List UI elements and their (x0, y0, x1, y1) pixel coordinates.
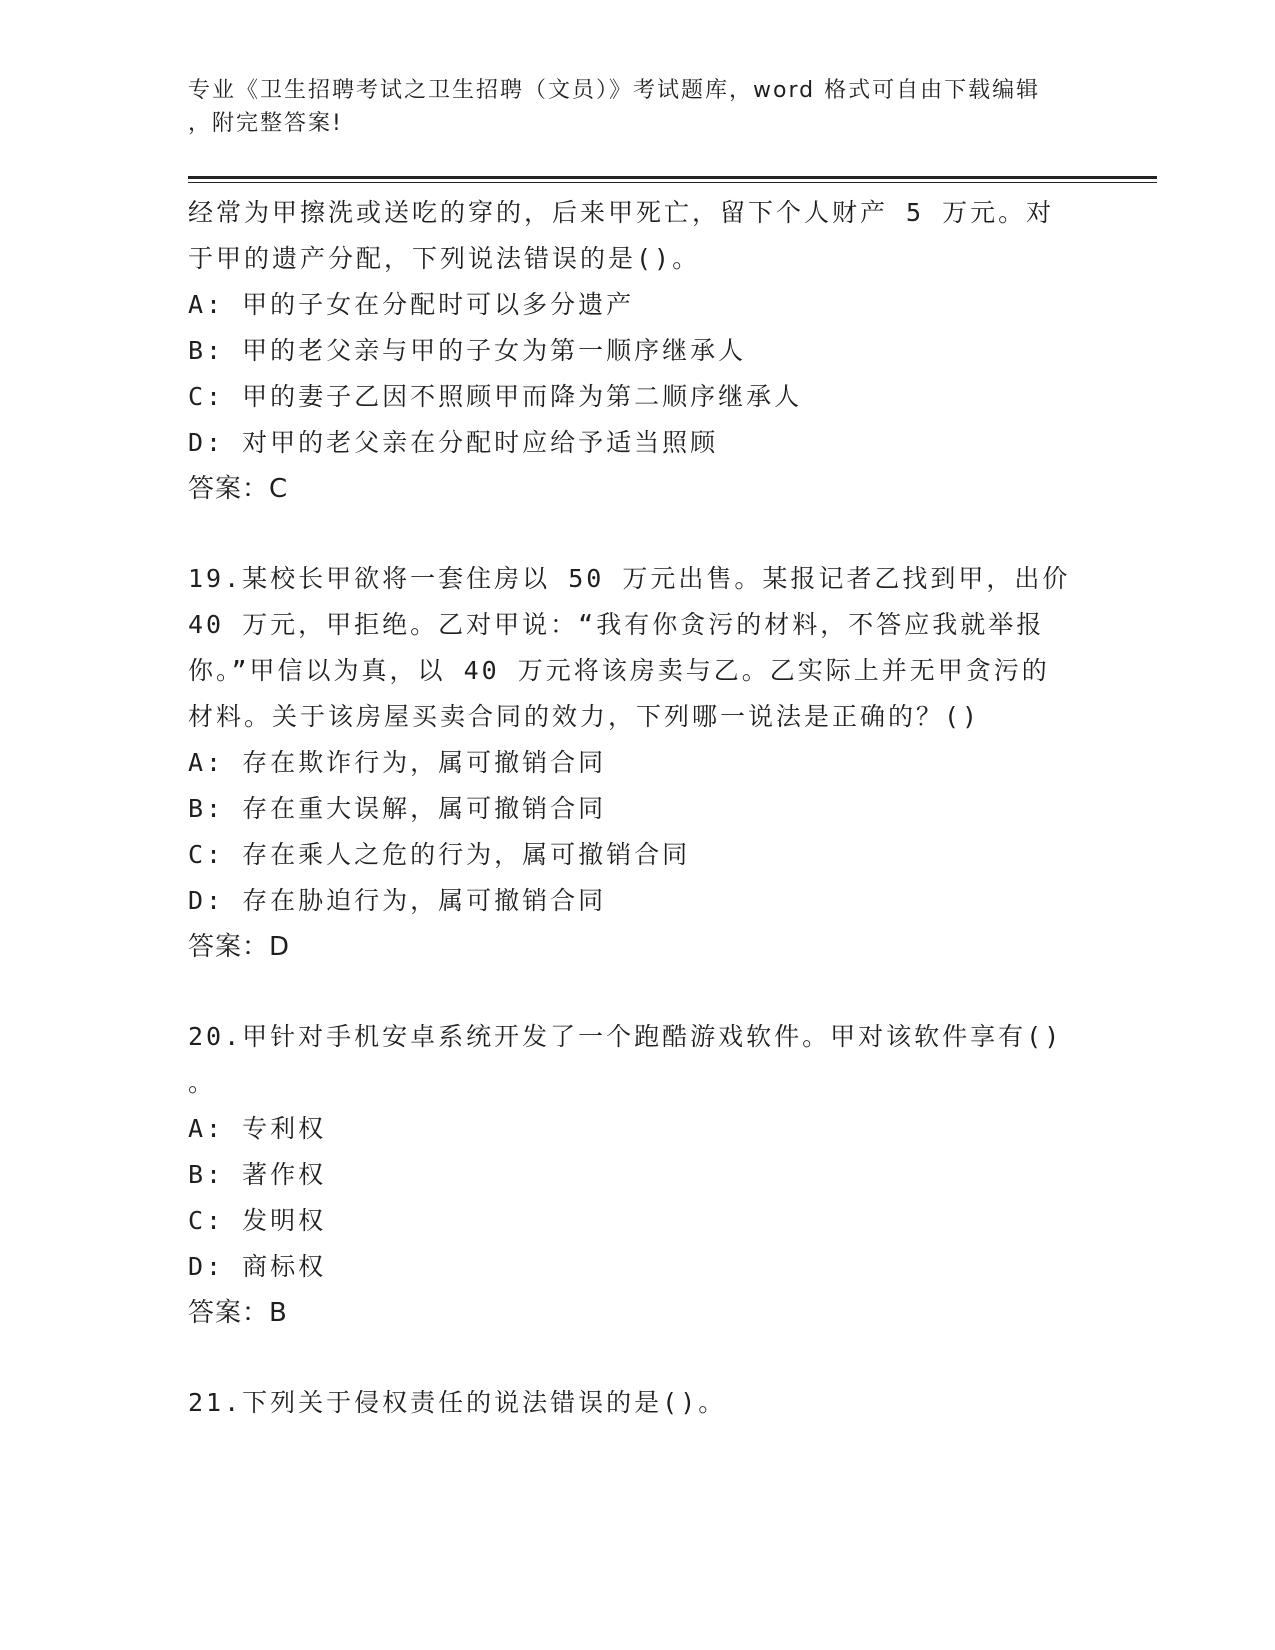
document-header (188, 74, 1068, 140)
question-text-line: 经常为甲擦洗或送吃的穿的，后来甲死亡，留下个人财产 5 万元。对 (188, 198, 1055, 227)
question-21 (188, 1380, 1108, 1426)
question-text-line: 材料。关于该房屋买卖合同的效力，下列哪一说法是正确的？() (188, 702, 981, 731)
option-b: B: 甲的老父亲与甲的子女为第一顺序继承人 (188, 336, 747, 365)
header-divider-thick (188, 176, 1157, 179)
option-a: A: 甲的子女在分配时可以多分遗产 (188, 290, 635, 319)
header-line-2: ，附完整答案! (188, 111, 343, 136)
header-line-1: 专业《卫生招聘考试之卫生招聘（文员）》考试题库，word 格式可自由下载编辑 (188, 78, 1041, 103)
option-c: C: 甲的妻子乙因不照顾甲而降为第二顺序继承人 (188, 382, 803, 411)
option-d: D: 商标权 (188, 1252, 327, 1281)
question-text-line: 21.下列关于侵权责任的说法错误的是()。 (188, 1388, 727, 1417)
spacer (188, 970, 1108, 1014)
option-d: D: 存在胁迫行为，属可撤销合同 (188, 886, 607, 915)
option-c: C: 发明权 (188, 1206, 327, 1235)
question-text-line: 。 (188, 1068, 217, 1097)
option-d: D: 对甲的老父亲在分配时应给予适当照顾 (188, 428, 719, 457)
option-a: A: 专利权 (188, 1114, 327, 1143)
question-text-line: 20.甲针对手机安卓系统开发了一个跑酷游戏软件。甲对该软件享有() (188, 1022, 1063, 1051)
answer: 答案：B (188, 1298, 288, 1328)
spacer (188, 512, 1108, 556)
question-text-line: 于甲的遗产分配，下列说法错误的是()。 (188, 244, 701, 273)
question-text-line: 你。”甲信以为真，以 40 万元将该房卖与乙。乙实际上并无甲贪污的 (188, 656, 1050, 685)
option-c: C: 存在乘人之危的行为，属可撤销合同 (188, 840, 691, 869)
option-b: B: 存在重大误解，属可撤销合同 (188, 794, 607, 823)
question-20 (188, 1014, 1108, 1336)
answer: 答案：C (188, 474, 289, 504)
question-text-line: 19.某校长甲欲将一套住房以 50 万元出售。某报记者乙找到甲，出价 (188, 564, 1071, 593)
header-divider-thin (188, 182, 1157, 183)
question-list (188, 190, 1108, 1426)
question-19 (188, 556, 1108, 970)
question-text-line: 40 万元，甲拒绝。乙对甲说：“我有你贪污的材料，不答应我就举报 (188, 610, 1045, 639)
question-18 (188, 190, 1108, 512)
spacer (188, 1336, 1108, 1380)
option-a: A: 存在欺诈行为，属可撤销合同 (188, 748, 607, 777)
answer: 答案：D (188, 932, 291, 962)
option-b: B: 著作权 (188, 1160, 327, 1189)
